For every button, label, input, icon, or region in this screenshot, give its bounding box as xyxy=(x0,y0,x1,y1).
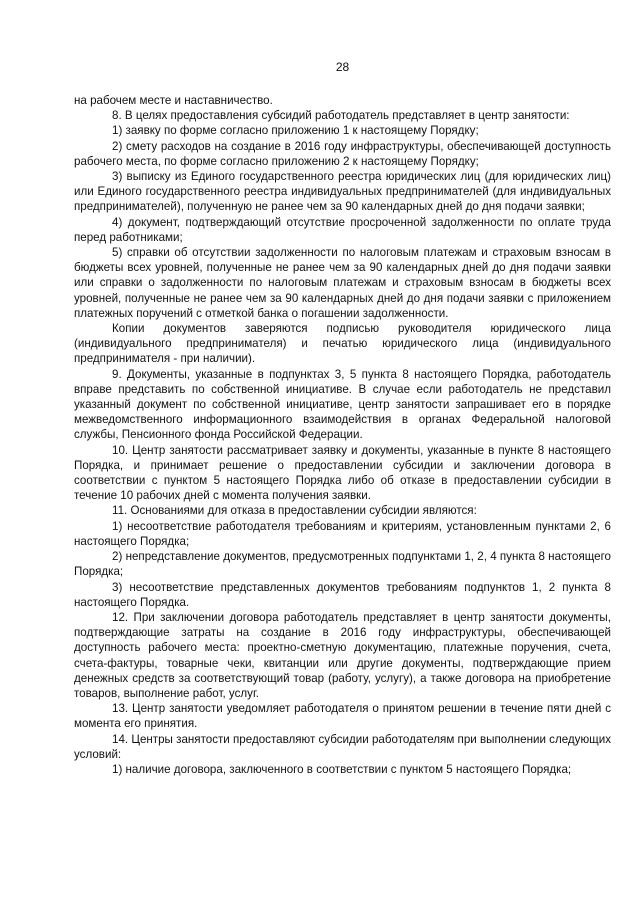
paragraph-item-8-1: 1) заявку по форме согласно приложению 1 к настоящему Порядку; xyxy=(112,124,479,138)
paragraph-item-11: 11. Основаниями для отказа в предоставлении субсидии являются: xyxy=(112,504,477,518)
paragraph-item-13: 13. Центр занятости уведомляет работодателя о принятом решении в течение пяти дней с момента его принятия. xyxy=(74,702,611,731)
paragraph-item-11-2: 2) непредставление документов, предусмотренных подпунктами 1, 2, 4 пункта 8 настоящего Порядка; xyxy=(74,550,611,579)
paragraph-item-11-3: 3) несоответствие представленных документов требованиям подпунктов 1, 2 пункта 8 настоящего Порядка. xyxy=(74,580,611,609)
paragraph-item-14-1: 1) наличие договора, заключенного в соответствии с пунктом 5 настоящего Порядка; xyxy=(112,762,572,776)
paragraph-continuation: на рабочем месте и наставничество. xyxy=(74,94,273,107)
paragraph-item-8-3: 3) выписку из Единого государственного реестра юридических лиц (для юридических лиц) или Единого государственного реестра индивидуальных предпринимателей (для индивидуальных предпринимателей), полученную не ранее чем за 90 календарных дней до дня подачи заявки; xyxy=(74,170,611,214)
page-number: 28 xyxy=(335,60,350,74)
paragraph-item-12: 12. При заключении договора работодатель представляет в центр занятости документы, подтверждающие затраты на создание в 2016 году инфраструктуры, обеспечивающей доступность рабочего места: проектно-сметную документацию, платежные поручения, счета, счета-фактуры, товарные чеки, квитанции или другие документы, подтверждающие прием денежных средств за соответствующий товар (работу, услугу), а также договора на приобретение товаров, выполнение работ, услуг. xyxy=(74,610,611,700)
paragraph-item-8-5: 5) справки об отсутствии задолженности по налоговым платежам и страховым взносам в бюджеты всех уровней, полученные не ранее чем за 90 календарных дней до дня подачи заявки или справки о задолженности по налоговым платежам и страховым взносам в бюджеты всех уровней, полученные не ранее чем за 90 календарных дней до дня подачи заявки с приложением платежных поручений с отметкой банка о погашении задолженности. xyxy=(74,246,611,320)
paragraph-item-10: 10. Центр занятости рассматривает заявку и документы, указанные в пункте 8 настоящего Порядка, и принимает решение о предоставлении субсидии и заключении договора в соответствии с пунктом 5 настоящего Порядка либо об отказе в предоставлении субсидии в течение 10 рабочих дней с момента получения заявки. xyxy=(74,443,611,503)
paragraph-item-8: 8. В целях предоставления субсидий работодатель представляет в центр занятости: xyxy=(112,109,570,123)
paragraph-item-14: 14. Центры занятости предоставляют субсидии работодателям при выполнении следующих условий: xyxy=(74,732,611,761)
paragraph-item-8-2: 2) смету расходов на создание в 2016 году инфраструктуры, обеспечивающей доступность рабочего места, по форме согласно приложению 2 к настоящему Порядку; xyxy=(74,139,611,168)
paragraph-copies-note: Копии документов заверяются подписью руководителя юридического лица (индивидуального предпринимателя) и печатью юридического лица (индивидуального предпринимателя - при наличии). xyxy=(74,322,611,366)
document-body xyxy=(74,93,611,777)
paragraph-item-11-1: 1) несоответствие работодателя требованиям и критериям, установленным пунктами 2, 6 настоящего Порядка; xyxy=(74,519,611,548)
paragraph-item-9: 9. Документы, указанные в подпунктах 3, 5 пункта 8 настоящего Порядка, работодатель вправе представить по собственной инициативе. В случае если работодатель не представил указанный документ по собственной инициативе, центр занятости запрашивает его в порядке межведомственного информационного взаимодействия в органах Федеральной налоговой службы, Пенсионного фонда Российской Федерации. xyxy=(74,367,611,442)
paragraph-item-8-4: 4) документ, подтверждающий отсутствие просроченной задолженности по оплате труда перед работниками; xyxy=(74,215,611,244)
